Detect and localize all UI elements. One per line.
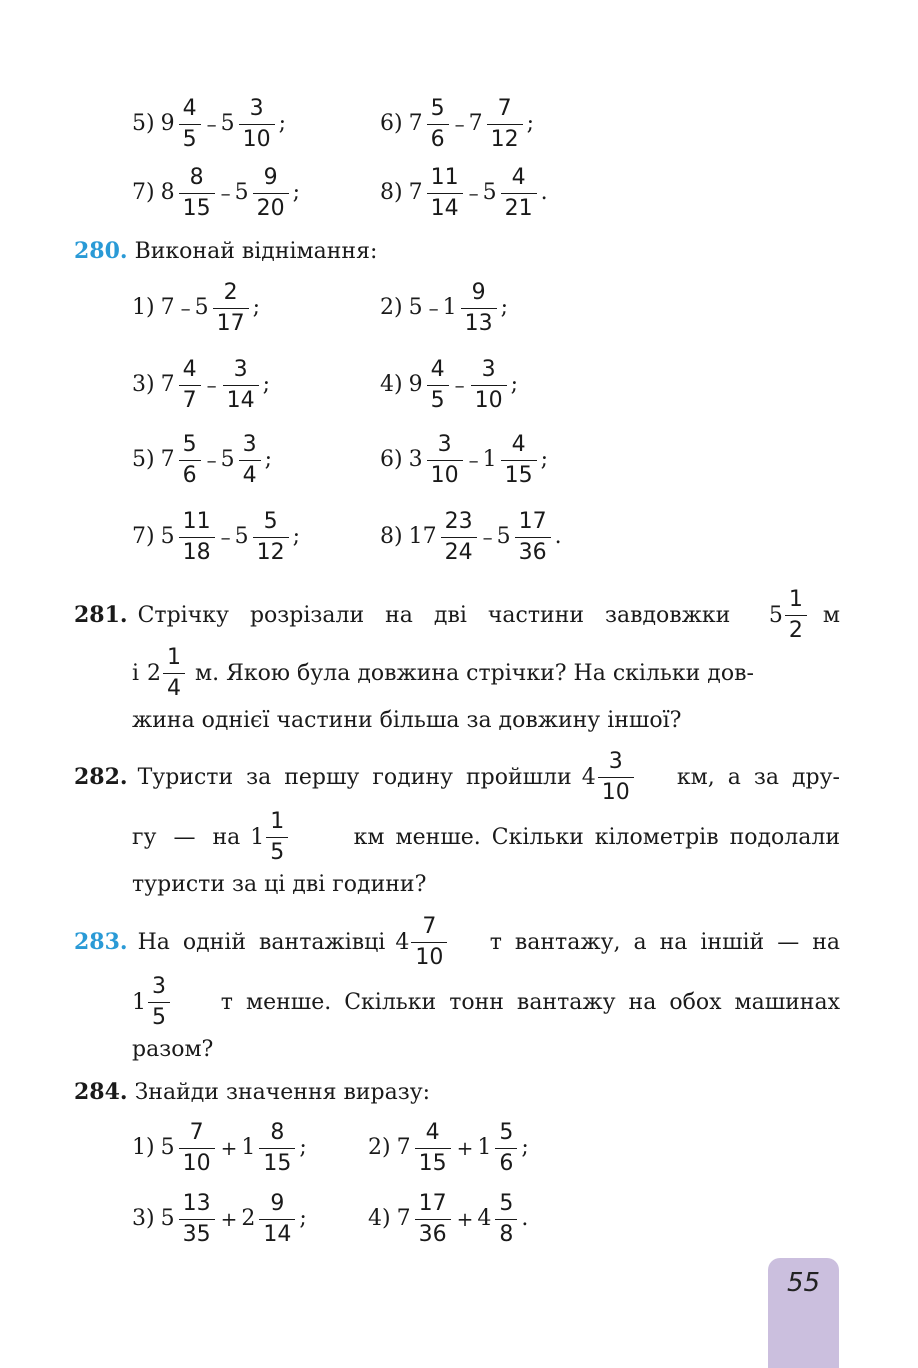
denominator: 20 — [253, 193, 289, 220]
task-283-line-1 — [74, 913, 840, 970]
denominator: 18 — [179, 537, 215, 564]
denominator: 6 — [495, 1148, 517, 1175]
denominator: 15 — [179, 193, 215, 220]
denominator: 6 — [179, 460, 201, 487]
numerator: 5 — [499, 1190, 514, 1216]
fraction — [415, 1119, 451, 1176]
task-number: 283. — [74, 929, 128, 955]
punctuation: ; — [299, 1135, 307, 1160]
fraction — [239, 431, 261, 488]
numerator: 4 — [430, 356, 445, 382]
numerator: 4 — [511, 164, 526, 190]
operator: – — [180, 296, 191, 320]
whole-part: 7 — [468, 111, 483, 136]
operator: – — [454, 112, 465, 136]
task-text: м. Якою була довжина стрічки? На скільки дов- — [195, 660, 754, 686]
fraction — [441, 508, 477, 565]
denominator: 14 — [427, 193, 463, 220]
numerator: 3 — [233, 356, 248, 382]
task-text: гу — на — [132, 824, 241, 850]
numerator: 8 — [270, 1119, 285, 1145]
whole-part: 5 — [220, 111, 235, 136]
item-label: 2) — [368, 1135, 391, 1160]
punctuation: ; — [262, 372, 271, 397]
fraction — [427, 164, 463, 221]
task-text: км, а за дру- — [676, 764, 840, 790]
denominator: 15 — [415, 1148, 451, 1175]
punctuation: . — [540, 180, 548, 205]
item-label: 4) — [380, 372, 403, 397]
numerator: 1 — [270, 808, 285, 834]
fraction — [427, 431, 463, 488]
item-label: 2) — [380, 295, 403, 320]
denominator: 14 — [223, 385, 259, 412]
numerator: 11 — [182, 508, 211, 534]
task-text: т менше. Скільки тонн вантажу на обох машинах — [220, 989, 840, 1015]
operator: + — [220, 1136, 238, 1160]
numerator: 9 — [471, 279, 486, 305]
denominator: 21 — [501, 193, 537, 220]
task-number: 280. — [74, 238, 128, 264]
operator: – — [428, 296, 439, 320]
numerator: 17 — [418, 1190, 447, 1216]
fraction — [179, 95, 201, 152]
fraction — [179, 356, 201, 413]
task-text: Знайди значення виразу: — [134, 1080, 431, 1105]
operator: + — [456, 1136, 474, 1160]
numerator: 2 — [223, 279, 238, 305]
whole-part: 5 — [220, 447, 235, 472]
denominator: 24 — [441, 537, 477, 564]
denominator: 8 — [495, 1219, 517, 1246]
item-label: 8) — [380, 180, 403, 205]
punctuation: ; — [510, 372, 519, 397]
task-281-line-2 — [132, 644, 754, 701]
task-text: Туристи за першу годину пройшли — [137, 764, 572, 790]
fraction — [487, 95, 523, 152]
task-282-line-2 — [132, 808, 840, 865]
fraction — [148, 973, 170, 1030]
denominator: 4 — [163, 673, 185, 700]
whole-part: 7 — [396, 1206, 411, 1231]
whole-part: 4 — [581, 764, 596, 790]
item-label: 5) — [132, 447, 155, 472]
punctuation: ; — [292, 180, 301, 205]
denominator: 15 — [501, 460, 537, 487]
operator: + — [220, 1207, 238, 1231]
punctuation: ; — [264, 447, 273, 472]
denominator: 17 — [213, 308, 249, 335]
whole-part: 5 — [160, 524, 175, 549]
operator: – — [468, 181, 479, 205]
fraction — [598, 748, 634, 805]
whole-part: 5 — [768, 602, 783, 628]
numerator: 9 — [270, 1190, 285, 1216]
unit: м — [822, 602, 840, 628]
denominator: 10 — [239, 124, 275, 151]
fraction — [471, 356, 507, 413]
denominator: 6 — [427, 124, 449, 151]
denominator: 35 — [179, 1219, 215, 1246]
numerator: 9 — [263, 164, 278, 190]
whole-part: 1 — [477, 1135, 492, 1160]
fraction — [253, 164, 289, 221]
numerator: 5 — [182, 431, 197, 457]
denominator: 10 — [411, 942, 447, 969]
fraction — [427, 356, 449, 413]
operator: – — [220, 525, 231, 549]
numerator: 4 — [511, 431, 526, 457]
whole-part: 4 — [477, 1206, 492, 1231]
task-text: Стрічку розрізали на дві частини завдовжки — [137, 602, 731, 628]
fraction — [259, 1190, 295, 1247]
fraction — [223, 356, 259, 413]
numerator: 13 — [182, 1190, 211, 1216]
numerator: 1 — [788, 586, 803, 612]
fraction — [163, 644, 185, 701]
operator: – — [482, 525, 493, 549]
task-number: 281. — [74, 602, 128, 628]
operator: – — [468, 448, 479, 472]
fraction — [179, 1119, 215, 1176]
denominator: 12 — [487, 124, 523, 151]
denominator: 10 — [427, 460, 463, 487]
operator: – — [206, 112, 217, 136]
denominator: 5 — [179, 124, 201, 151]
numerator: 17 — [518, 508, 547, 534]
numerator: 3 — [608, 748, 623, 774]
whole-part: 7 — [160, 295, 175, 320]
whole-part: 3 — [408, 447, 423, 472]
denominator: 15 — [259, 1148, 295, 1175]
numerator: 8 — [189, 164, 204, 190]
fraction — [495, 1119, 517, 1176]
task-number: 284. — [74, 1079, 128, 1105]
task-number: 282. — [74, 764, 128, 790]
fraction — [501, 431, 537, 488]
numerator: 4 — [182, 356, 197, 382]
numerator: 4 — [425, 1119, 440, 1145]
numerator: 7 — [422, 913, 437, 939]
numerator: 5 — [263, 508, 278, 534]
numerator: 3 — [481, 356, 496, 382]
denominator: 36 — [415, 1219, 451, 1246]
page-number-tab — [768, 1258, 839, 1368]
whole-part: 7 — [160, 372, 175, 397]
denominator: 5 — [266, 837, 288, 864]
punctuation: ; — [292, 524, 301, 549]
denominator: 14 — [259, 1219, 295, 1246]
whole-part: 7 — [408, 111, 423, 136]
whole-part: 7 — [160, 447, 175, 472]
fraction — [179, 1190, 215, 1247]
denominator: 12 — [253, 537, 289, 564]
operator: – — [206, 373, 217, 397]
numerator: 7 — [189, 1119, 204, 1145]
fraction — [179, 508, 215, 565]
fraction — [785, 586, 807, 643]
fraction — [461, 279, 497, 336]
task-text: т вантажу, а на іншій — на — [489, 929, 840, 955]
fraction — [253, 508, 289, 565]
punctuation: ; — [521, 1135, 529, 1160]
denominator: 10 — [598, 777, 634, 804]
fraction — [427, 95, 449, 152]
task-text: туристи за ці дві години? — [132, 872, 427, 897]
punctuation: ; — [299, 1206, 307, 1231]
punctuation: ; — [526, 111, 535, 136]
punctuation: ; — [278, 111, 287, 136]
whole-part: 9 — [160, 111, 175, 136]
task-text: км менше. Скільки кілометрів подолали — [353, 824, 840, 850]
punctuation: ; — [540, 447, 549, 472]
fraction — [415, 1190, 451, 1247]
whole-part: 5 — [482, 180, 497, 205]
denominator: 7 — [179, 385, 201, 412]
task-text: Виконай віднімання: — [134, 239, 378, 264]
whole-part: 7 — [408, 180, 423, 205]
whole-part: 9 — [408, 372, 423, 397]
denominator: 10 — [179, 1148, 215, 1175]
denominator: 13 — [461, 308, 497, 335]
whole-part: 7 — [396, 1135, 411, 1160]
whole-part: 4 — [395, 929, 410, 955]
denominator: 10 — [471, 385, 507, 412]
whole-part: 5 — [234, 180, 249, 205]
numerator: 7 — [497, 95, 512, 121]
whole-part: 2 — [147, 660, 162, 686]
fraction — [266, 808, 288, 865]
numerator: 5 — [430, 95, 445, 121]
task-284-heading — [74, 1079, 430, 1105]
page-number: 55 — [786, 1268, 821, 1298]
whole-part: 8 — [160, 180, 175, 205]
whole-part: 5 — [496, 524, 511, 549]
punctuation: ; — [252, 295, 261, 320]
denominator: 4 — [239, 460, 261, 487]
operator: – — [220, 181, 231, 205]
denominator: 2 — [785, 615, 807, 642]
punctuation: . — [521, 1206, 529, 1231]
item-label: 5) — [132, 111, 155, 136]
whole-part: 5 — [408, 295, 423, 320]
item-label: 6) — [380, 447, 403, 472]
operator: – — [454, 373, 465, 397]
numerator: 3 — [242, 431, 257, 457]
fraction — [179, 431, 201, 488]
fraction — [495, 1190, 517, 1247]
operator: – — [206, 448, 217, 472]
task-282-line-1 — [74, 748, 840, 805]
item-label: 1) — [132, 295, 155, 320]
denominator: 36 — [515, 537, 551, 564]
task-text: і — [132, 660, 140, 686]
task-text: жина однієї частини більша за довжину іншої? — [132, 708, 682, 733]
task-text: На одній вантажівці — [137, 929, 386, 955]
numerator: 1 — [167, 644, 182, 670]
numerator: 3 — [152, 973, 166, 999]
whole-part: 1 — [482, 447, 497, 472]
task-283-line-2 — [132, 973, 840, 1030]
fraction — [259, 1119, 295, 1176]
whole-part: 5 — [160, 1135, 175, 1160]
item-label: 7) — [132, 524, 155, 549]
fraction — [501, 164, 537, 221]
item-label: 6) — [380, 111, 403, 136]
numerator: 5 — [499, 1119, 514, 1145]
whole-part: 5 — [160, 1206, 175, 1231]
numerator: 3 — [249, 95, 264, 121]
numerator: 23 — [444, 508, 473, 534]
item-label: 1) — [132, 1135, 155, 1160]
fraction — [411, 913, 447, 970]
item-label: 7) — [132, 180, 155, 205]
whole-part: 1 — [241, 1135, 256, 1160]
task-280-heading — [74, 238, 377, 264]
denominator: 5 — [148, 1002, 170, 1029]
whole-part: 17 — [408, 524, 437, 549]
denominator: 5 — [427, 385, 449, 412]
task-281-line-1 — [74, 586, 840, 643]
whole-part: 5 — [234, 524, 249, 549]
punctuation: ; — [500, 295, 509, 320]
fraction — [179, 164, 215, 221]
item-label: 4) — [368, 1206, 391, 1231]
whole-part: 2 — [241, 1206, 256, 1231]
operator: + — [456, 1207, 474, 1231]
numerator: 4 — [182, 95, 197, 121]
fraction — [239, 95, 275, 152]
numerator: 3 — [437, 431, 452, 457]
punctuation: . — [554, 524, 562, 549]
item-label: 3) — [132, 1206, 155, 1231]
whole-part: 1 — [250, 824, 265, 850]
numerator: 11 — [430, 164, 459, 190]
item-label: 8) — [380, 524, 403, 549]
whole-part: 1 — [442, 295, 457, 320]
whole-part: 5 — [194, 295, 209, 320]
whole-part: 1 — [132, 989, 146, 1015]
task-text: разом? — [132, 1037, 214, 1062]
fraction — [515, 508, 551, 565]
item-label: 3) — [132, 372, 155, 397]
fraction — [213, 279, 249, 336]
